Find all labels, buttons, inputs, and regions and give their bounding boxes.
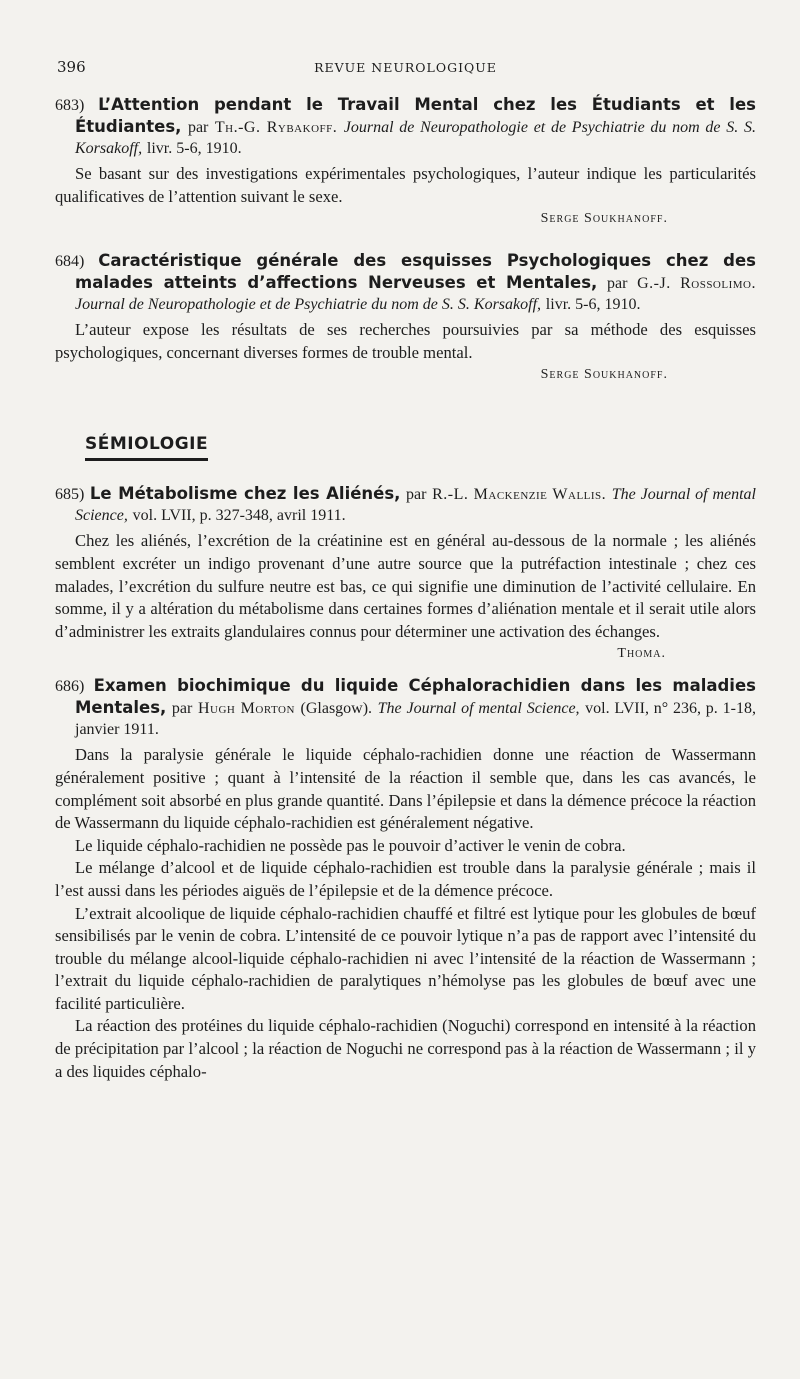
citation-prefix: par [607,275,628,293]
entry-issue: vol. LVII, n° 236, p. 1-18, janvier 1911. [75,700,756,739]
page-number: 396 [57,58,86,76]
entry-paragraph: La réaction des protéines du liquide céphalo-rachidien (Noguchi) correspond en intensité à la réaction de précipitation par l’alcool ; la réaction de Noguchi ne correspond pas à la réaction de Wassermann ; il y a des liquides céphalo- [55,1016,756,1081]
section-heading: SÉMIOLOGIE [85,434,208,461]
entry-author: R.-L. Mackenzie Wallis. [432,486,607,504]
entry-heading [55,483,756,526]
running-head [55,58,756,80]
reviewer-signature: Thoma. [617,646,666,662]
citation-prefix: par [187,119,209,136]
entry-paragraph: Dans la paralysie générale le liquide céphalo-rachidien donne une réaction de Wassermann généralement positive ; quant à l’intensité de la réaction il semble que, dans les cas avancés, le complément soit absorbé en plus grande quantité. Dans l’épilepsie et dans la démence précoce la réaction de Wassermann du liquide céphalo-rachidien est généralement négative. [55,745,756,833]
entry-location: (Glasgow). [300,700,373,718]
entry-number: 683) [55,97,85,114]
entry-journal: Journal de Neuropathologie et de Psychiatrie du nom de S. S. Korsakoff, [75,296,542,314]
entry-paragraph: Le liquide céphalo-rachidien ne possède pas le pouvoir d’activer le venin de cobra. [75,835,626,855]
entry-number: 685) [55,486,85,504]
entry-issue: livr. 5-6, 1910. [545,296,641,314]
entry-paragraph [55,530,756,665]
entry-title: L’Attention pendant le Travail Mental chez les Étudiants et les Étudiantes, [75,95,756,136]
entry-heading [55,675,756,740]
entry-paragraph: Le mélange d’alcool et de liquide céphalo-rachidien est trouble dans la paralysie générale ; mais il l’est aussi dans les périodes aiguës de l’épilepsie et de la démence précoce. [55,858,756,900]
entry-heading [55,94,756,159]
reviewer-signature: Serge Soukhanoff. [540,211,668,227]
entry-number: 684) [55,253,85,271]
entry-title: Examen biochimique du liquide Céphalorachidien dans les maladies Mentales, [75,676,756,718]
entry-issue: vol. LVII, p. 327-348, avril 1911. [132,507,346,525]
entry-number: 686) [55,678,85,696]
abstract-entry-683 [55,94,756,230]
citation-prefix: par [171,700,193,718]
entry-paragraph: Se basant sur des investigations expérimentales psychologiques, l’auteur indique les particularités qualificatives de l’attention suivant le sexe. [55,164,756,206]
paragraph-text: Chez les aliénés, l’excrétion de la créatinine est en général au-dessous de la normale ; les aliénés semblent excréter un indigo provenant d’une autre source que la putréfaction intestinale ; chez ces malades, l’excrétion du sulfure neutre est bas, ce qui signifie une diminution de l’activité cellulaire. En somme, il y a altération du métabolisme dans certaines formes d’aliénation mentale et il serait utile alors d’administrer les extraits glandulaires connus pour déterminer une activation des échanges. [55,531,756,641]
entry-author: Hugh Morton [197,700,295,718]
journal-title: REVUE NEUROLOGIQUE [314,60,497,75]
abstract-entry-686 [55,675,756,1083]
entry-journal: The Journal of mental Science, [377,700,580,718]
entry-journal: The Journal of mental Science, [75,486,756,525]
abstract-entry-685 [55,483,756,665]
entry-heading [55,250,756,315]
section-heading-wrapper [55,386,756,461]
reviewer-signature: Serge Soukhanoff. [540,367,668,383]
entry-journal: Journal de Neuropathologie et de Psychiatrie du nom de S. S. Korsakoff, [75,119,756,157]
abstract-entry-684 [55,250,756,386]
entry-author: G.-J. Rossolimo. [637,275,756,293]
entry-paragraph: L’extrait alcoolique de liquide céphalo-rachidien chauffé et filtré est lytique pour les globules de bœuf sensibilisés par le venin de cobra. L’intensité de ce pouvoir lytique n’a pas de rapport avec l’intensité du trouble du mélange alcool-liquide céphalo-rachidien ni avec l’intensité de la réaction de Wassermann ; l’extrait du liquide céphalo-rachidien de paralytiques n’hémolyse pas les globules de bœuf avec une facilité particulière. [55,903,756,1013]
entry-issue: livr. 5-6, 1910. [146,140,242,157]
entry-paragraph: L’auteur expose les résultats de ses recherches poursuivies par sa méthode des esquisses psychologiques, concernant diverses formes de trouble mental. [55,320,756,362]
entry-author: Th.-G. Rybakoff. [214,119,338,136]
entry-title: Caractéristique générale des esquisses Psychologiques chez des malades atteints d’affections Nerveuses et Mentales, [75,251,756,293]
citation-prefix: par [406,486,427,504]
entry-title: Le Métabolisme chez les Aliénés, [89,484,401,504]
